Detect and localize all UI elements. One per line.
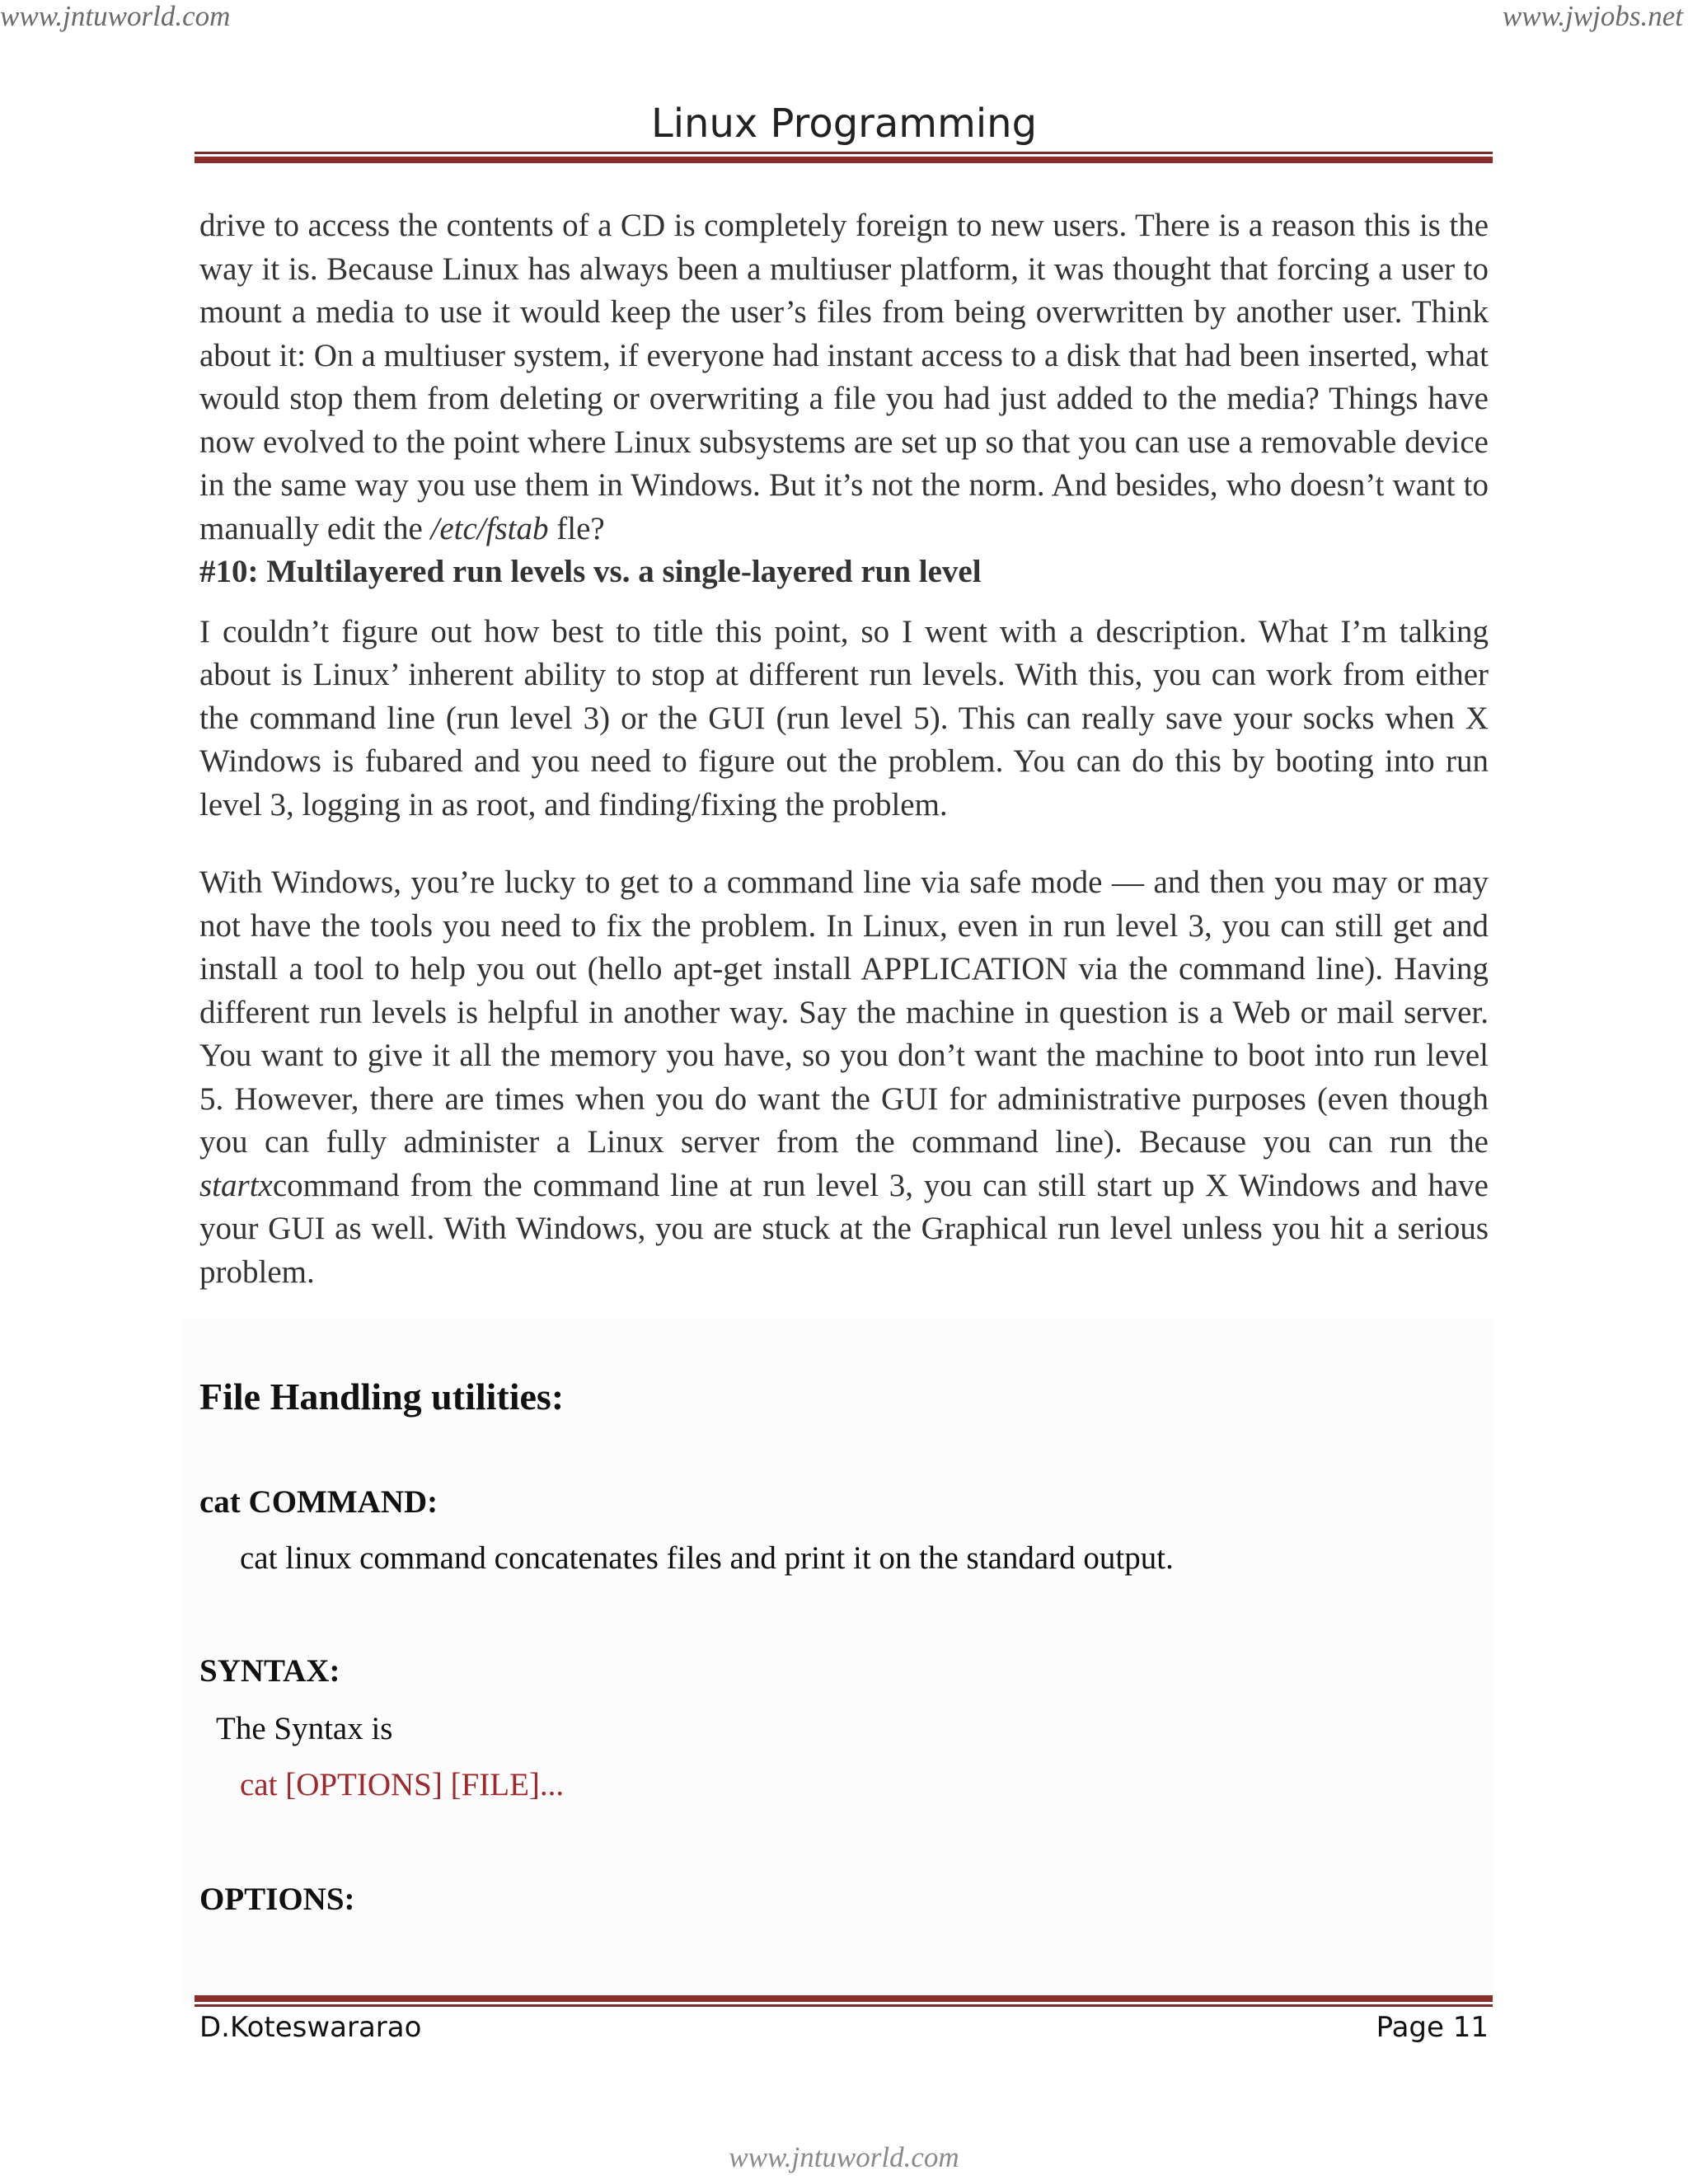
startx-command: startx [199,1167,273,1203]
footer-page-number: Page 11 [1376,2011,1489,2044]
paragraph-removable-media: drive to access the contents of a CD is completely foreign to new users. There is a reason this is the way it is. Because Linux has always been a multiuser platform, it was thought that forcing a user to mount a media to use it would keep the user’s files from being overwritten by another user. Think about it: On a multiuser system, if everyone had instant access to a disk that had been inserted, what would stop them from deleting or overwriting a file you had just added to the media? Things have now evolved to the point where Linux subsystems are set up so that you can use a removable device in the same way you use them in Windows. But it’s not the norm. And besides, who doesn’t want to manually edit the /etc/fstab fle? [199,208,1489,546]
options-heading: OPTIONS: [199,1882,355,1917]
syntax-code: cat [OPTIONS] [FILE]... [240,1767,565,1802]
fstab-path: /etc/fstab [430,510,549,546]
body-text [199,204,1489,1294]
page-header-title: Linux Programming [650,101,1038,147]
heading-run-levels: #10: Multilayered run levels vs. a single-layered run level [199,554,982,589]
paragraph-windows-run-levels: With Windows, you’re lucky to get to a command line via safe mode — and then you may or may not have the tools you need to fix the problem. In Linux, even in run level 3, you can still get and install a tool to help you out (hello apt-get install APPLICATION via the command line). Having different run levels is helpful in another way. Say the machine in question is a Web or mail server. You want to give it all the memory you have, so you don’t want the machine to boot into run level 5. However, there are times when you do want the GUI for administrative purposes (even though you can fully administer a Linux server from the command line). Because you can run the startxcommand from the command line at run level 3, you can still start up X Windows and have your GUI as well. With Windows, you are stuck at the Graphical run level unless you hit a serious problem. [199,865,1489,1290]
file-handling-section [183,1319,1493,2003]
watermark-top-left: www.jntuworld.com [0,0,231,32]
footer-rule [195,1995,1493,2007]
paragraph-run-levels: I couldn’t figure out how best to title this point, so I went with a description. What I’m talking about is Linux’ inherent ability to stop at different run levels. With this, you can work from either the command line (run level 3) or the GUI (run level 5). This can really save your socks when X Windows is fubared and you need to figure out the problem. You can do this by booting into run level 3, logging in as root, and finding/fixing the problem. [199,613,1489,823]
header-rule [195,152,1493,163]
syntax-heading: SYNTAX: [199,1653,340,1689]
syntax-intro: The Syntax is [216,1711,393,1746]
watermark-bottom: www.jntuworld.com [729,2141,959,2173]
footer-author: D.Koteswararao [199,2011,422,2044]
cat-command-heading: cat COMMAND: [199,1484,438,1520]
file-handling-title: File Handling utilities: [199,1376,565,1418]
cat-command-description: cat linux command concatenates files and print it on the standard output. [240,1540,1174,1576]
watermark-top-right: www.jwjobs.net [1502,0,1683,32]
